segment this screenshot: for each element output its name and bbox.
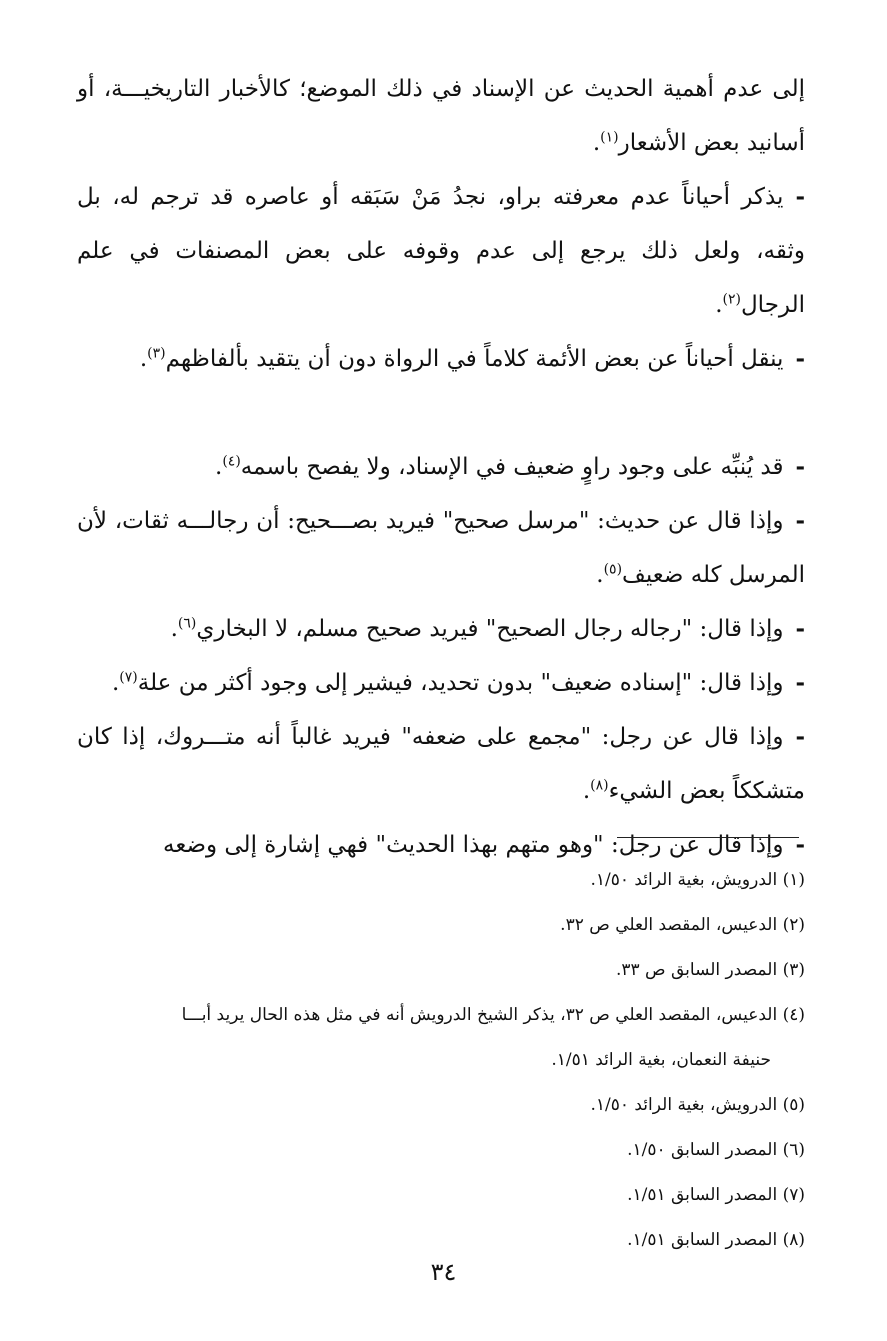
bullet-dash: - bbox=[795, 183, 805, 210]
bullet-dash: - bbox=[795, 831, 805, 858]
bullet-item bbox=[77, 494, 805, 602]
footnote-text: المصدر السابق ص ٣٣. bbox=[615, 960, 778, 980]
footnote-text: الدعيس، المقصد العلي ص ٣٢. bbox=[560, 915, 778, 935]
footnote-item bbox=[77, 903, 805, 948]
bullet-text: وإذا قال عن حديث: "مرسل صحيح" فيريد بصـــحيح: أن رجالـــه ثقات، لأن المرسل كله ضعيف bbox=[77, 508, 805, 588]
paragraph-end: . bbox=[111, 670, 120, 696]
bullet-text: قد يُنبِّه على وجود راوٍ ضعيف في الإسناد، ولا يفصح باسمه bbox=[240, 454, 784, 480]
footnote-continuation: حنيفة النعمان، بغية الرائد ١/٥١. bbox=[551, 1050, 771, 1070]
bullet-text: وإذا قال عن رجل: "وهو متهم بهذا الحديث" فهي إشارة إلى وضعه bbox=[163, 832, 784, 858]
bullet-dash: - bbox=[795, 507, 805, 534]
bullet-text: ينقل أحياناً عن بعض الأئمة كلاماً في الرواة دون أن يتقيد بألفاظهم bbox=[165, 346, 784, 372]
bullet-item bbox=[77, 170, 805, 332]
footnote-number: (٨) bbox=[782, 1230, 805, 1250]
bullet-item bbox=[77, 440, 805, 494]
paragraph-text: إلى عدم أهمية الحديث عن الإسناد في ذلك الموضع؛ كالأخبار التاريخيـــة، أو أسانيد بعض الأشعار bbox=[77, 76, 805, 156]
footnote-item bbox=[77, 1128, 805, 1173]
bullet-item bbox=[77, 602, 805, 656]
footnotes bbox=[77, 858, 805, 1263]
bullet-text: يذكر أحياناً عدم معرفته براو، نجدُ مَنْ سَبَقه أو عاصره قد ترجم له، بل وثقه، ولعل ذلك يرجع إلى عدم وقوفه على بعض المصنفات في علم الرجال bbox=[77, 184, 805, 318]
footnote-number: (١) bbox=[782, 870, 805, 890]
footnote-number: (٦) bbox=[782, 1140, 805, 1160]
footnote-item bbox=[77, 1218, 805, 1263]
paragraph-end: . bbox=[582, 778, 591, 804]
footnote-text: الدرويش، بغية الرائد ١/٥٠. bbox=[590, 1095, 778, 1115]
bullet-text: وإذا قال: "رجاله رجال الصحيح" فيريد صحيح مسلم، لا البخاري bbox=[196, 616, 784, 642]
bullet-dash: - bbox=[795, 615, 805, 642]
footnote-text: المصدر السابق ١/٥٠. bbox=[627, 1140, 778, 1160]
bullet-dash: - bbox=[795, 453, 805, 480]
paragraph-end: . bbox=[170, 616, 178, 642]
footnote-number: (٤) bbox=[782, 1005, 805, 1025]
footnote-text: الدرويش، بغية الرائد ١/٥٠. bbox=[590, 870, 778, 890]
footnote-number: (٢) bbox=[782, 915, 805, 935]
footnote-item bbox=[77, 1173, 805, 1218]
footnote-ref: (١) bbox=[600, 129, 619, 146]
footnote-item bbox=[77, 858, 805, 903]
paragraph-end: . bbox=[215, 454, 223, 480]
footnote-item bbox=[77, 948, 805, 993]
bullet-dash: - bbox=[795, 723, 805, 750]
bullet-text: وإذا قال: "إسناده ضعيف" بدون تحديد، فيشير إلى وجود أكثر من علة bbox=[137, 670, 784, 696]
footnote-ref: (٤) bbox=[222, 453, 241, 470]
footnote-ref: (٨) bbox=[590, 777, 609, 794]
footnote-number: (٥) bbox=[782, 1095, 805, 1115]
bullet-text: وإذا قال عن رجل: "مجمع على ضعفه" فيريد غالباً أنه متـــروك، إذا كان متشككاً بعض الشيء bbox=[77, 724, 805, 804]
bullet-dash: - bbox=[795, 669, 805, 696]
paragraph bbox=[77, 62, 805, 170]
footnote-ref: (٧) bbox=[119, 669, 138, 686]
footnote-divider bbox=[617, 837, 799, 838]
paragraph-end: . bbox=[592, 130, 601, 156]
blank-space bbox=[77, 386, 805, 440]
bullet-item bbox=[77, 656, 805, 710]
bullet-item bbox=[77, 710, 805, 818]
footnote-ref: (٣) bbox=[147, 345, 166, 362]
page-number: ٣٤ bbox=[430, 1258, 457, 1286]
footnote-text: المصدر السابق ١/٥١. bbox=[627, 1185, 778, 1205]
footnote-number: (٧) bbox=[782, 1185, 805, 1205]
footnote-ref: (٦) bbox=[177, 615, 197, 632]
footnote-text: المصدر السابق ١/٥١. bbox=[627, 1230, 778, 1250]
footnote-ref: (٥) bbox=[603, 561, 623, 578]
footnote-number: (٣) bbox=[782, 960, 805, 980]
paragraph-end: . bbox=[715, 292, 723, 318]
footnote-item bbox=[77, 1083, 805, 1128]
footnote-text: الدعيس، المقصد العلي ص ٣٢، يذكر الشيخ الدرويش أنه في مثل هذه الحال يريد أبـــا bbox=[181, 1005, 778, 1025]
bullet-item bbox=[77, 332, 805, 386]
bullet-dash: - bbox=[795, 345, 805, 372]
body-text bbox=[77, 62, 805, 872]
footnote-item bbox=[77, 993, 805, 1083]
paragraph-end: . bbox=[139, 346, 148, 372]
footnote-ref: (٢) bbox=[722, 291, 741, 308]
paragraph-end: . bbox=[596, 562, 604, 588]
